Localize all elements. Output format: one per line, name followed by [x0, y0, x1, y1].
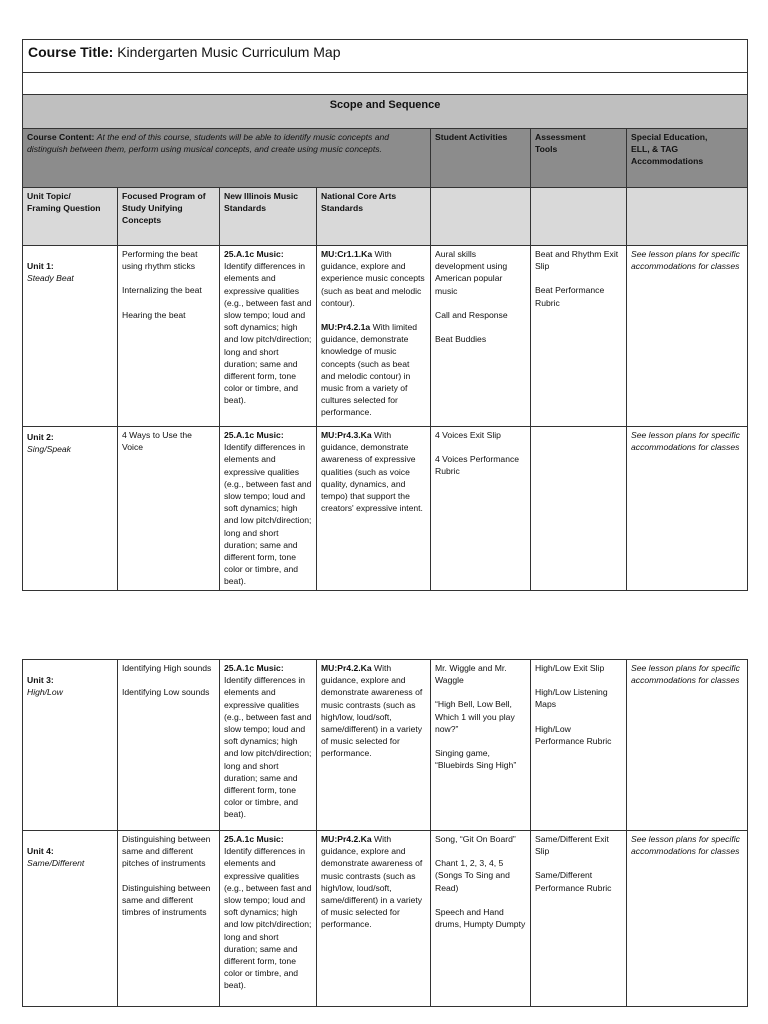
focus-cell	[118, 427, 220, 591]
accommodations-cell: See lesson plans for specific accommodations for classes	[627, 831, 748, 1007]
focus-item: Performing the beat using rhythm sticks	[122, 249, 198, 272]
course-title-label: Course Title:	[28, 44, 114, 60]
focused-line2: Study Unifying	[122, 203, 183, 214]
activity-item: Speech and Hand drums, Humpty Dumpty	[435, 906, 526, 930]
unit-row-4	[23, 831, 748, 1007]
national-code: MU:Pr4.2.Ka	[321, 834, 372, 844]
assessment-item: High/Low Listening Maps	[535, 687, 608, 710]
unit-topic-line2: Framing Question	[27, 203, 101, 214]
activity-item: Beat Buddies	[435, 334, 487, 345]
unit-topic-line1: Unit Topic/	[27, 191, 71, 201]
focused-line3: Concepts	[122, 215, 162, 226]
scope-heading: Scope and Sequence	[23, 95, 748, 129]
activity-item: Chant 1, 2, 3, 4, 5 (Songs To Sing and Read)	[435, 858, 510, 893]
empty-header-cell	[531, 188, 627, 246]
illinois-code: 25.A.1c Music:	[224, 430, 284, 440]
focus-cell	[118, 831, 220, 1007]
curriculum-table-page-1	[22, 39, 748, 591]
activities-cell	[431, 831, 531, 1007]
illinois-text: Identify differences in elements and expressive qualities (e.g., between fast and slow tempo; loud and soft dynamics; high and low pitch/direction; long and short duration; same and different form, tone color or timbre, and beat).	[224, 675, 312, 820]
illinois-text: Identify differences in elements and expressive qualities (e.g., between fast and slow tempo; loud and soft dynamics; high and low pitch/direction; long and short duration; same and different form, tone color or timbre, and beat).	[224, 442, 312, 587]
national-standards-header	[317, 188, 431, 246]
unit-label: Unit 2:	[27, 432, 54, 442]
focus-item: Distinguishing between same and different pitches of instruments	[122, 834, 211, 869]
accom-header-line2: ELL, & TAG	[631, 144, 679, 155]
unit-label: Unit 4:	[27, 846, 54, 856]
activity-item: Mr. Wiggle and Mr. Waggle	[435, 663, 507, 686]
assessment-item: Same/Different Exit Slip	[535, 834, 609, 857]
national-text: With guidance, explore and demonstrate awareness of music contrasts (such as high/low, loud/soft, same/different) in a variety of music selected for performance.	[321, 834, 423, 930]
assessment-cell	[531, 831, 627, 1007]
activities-cell	[431, 246, 531, 427]
national-code: MU:Pr4.2.1a	[321, 322, 371, 333]
empty-header-cell	[627, 188, 748, 246]
national-standard-cell	[317, 427, 431, 591]
illinois-text: Identify differences in elements and expressive qualities (e.g., between fast and slow tempo; loud and soft dynamics; high and low pitch/direction; long and short duration; same and different form, tone color or timbre, and beat).	[224, 261, 312, 406]
accommodations-cell: See lesson plans for specific accommodations for classes	[627, 660, 748, 831]
accom-header-line1: Special Education,	[631, 132, 708, 142]
activity-item: “High Bell, Low Bell, Which 1 will you play now?”	[435, 699, 515, 734]
unit-label-cell	[23, 831, 118, 1007]
unit-label-cell	[23, 246, 118, 427]
illinois-code: 25.A.1c Music:	[224, 249, 284, 259]
course-content-label: Course Content:	[27, 132, 95, 142]
assessment-item: Beat Performance Rubric	[535, 285, 605, 308]
national-line2: Standards	[321, 203, 364, 214]
activity-item: Aural skills development using American popular music	[435, 249, 508, 296]
unit-row-2	[23, 427, 748, 591]
assessment-cell	[531, 427, 627, 591]
activities-cell	[431, 427, 531, 591]
national-line1: National Core Arts	[321, 191, 397, 201]
assessment-header-line1: Assessment	[535, 132, 586, 142]
accommodations-header	[627, 129, 748, 188]
unit-topic: High/Low	[27, 687, 63, 698]
course-content-cell	[23, 129, 431, 188]
national-standard-cell	[317, 831, 431, 1007]
student-activities-header: Student Activities	[431, 129, 531, 188]
focused-program-header	[118, 188, 220, 246]
activities-cell	[431, 660, 531, 831]
national-code: MU:Pr4.3.Ka	[321, 430, 372, 440]
course-title-value: Kindergarten Music Curriculum Map	[117, 44, 341, 60]
course-title-cell	[23, 40, 748, 73]
focus-item: 4 Ways to Use the Voice	[122, 430, 192, 453]
assessment-cell	[531, 660, 627, 831]
national-standard-cell	[317, 246, 431, 427]
accom-header-line3: Accommodations	[631, 156, 704, 167]
national-text: With guidance, explore and demonstrate awareness of music contrasts (such as high/low, loud/soft, same/different) in a variety of music selected for performance.	[321, 663, 423, 759]
focus-item: Hearing the beat	[122, 309, 186, 320]
activity-item: Song, “Git On Board”	[435, 834, 516, 844]
national-text: With limited guidance, demonstrate knowledge of music concepts (such as beat and melodic contour) in music from a variety of cultures selected for performance.	[321, 322, 417, 418]
illinois-line1: New Illinois Music	[224, 191, 299, 201]
national-code: MU:Pr4.2.Ka	[321, 663, 372, 673]
focus-cell	[118, 660, 220, 831]
illinois-standard-cell	[220, 427, 317, 591]
assessment-cell	[531, 246, 627, 427]
illinois-standard-cell	[220, 660, 317, 831]
activity-item: 4 Voices Exit Slip	[435, 430, 501, 440]
illinois-text: Identify differences in elements and expressive qualities (e.g., between fast and slow tempo; loud and soft dynamics; high and low pitch/direction; long and short duration; same and different form, tone color or timbre, and beat).	[224, 846, 312, 991]
assessment-item: High/Low Exit Slip	[535, 663, 605, 673]
curriculum-table-page-2	[22, 659, 748, 1007]
illinois-standard-cell	[220, 246, 317, 427]
course-content-text: At the end of this course, students will be able to identify music concepts and distinguish between them, perform using musical concepts, and create using music concepts.	[27, 132, 390, 155]
national-standard-cell	[317, 660, 431, 831]
accommodations-cell: See lesson plans for specific accommodations for classes	[627, 427, 748, 591]
illinois-code: 25.A.1c Music:	[224, 663, 284, 673]
unit-label: Unit 3:	[27, 675, 54, 685]
unit-topic: Steady Beat	[27, 273, 74, 284]
assessment-tools-header	[531, 129, 627, 188]
unit-row-1	[23, 246, 748, 427]
assessment-item: Same/Different Performance Rubric	[535, 870, 612, 893]
unit-label-cell	[23, 660, 118, 831]
accommodations-cell: See lesson plans for specific accommodations for classes	[627, 246, 748, 427]
assessment-item: Beat and Rhythm Exit Slip	[535, 249, 619, 272]
blank-row	[23, 73, 748, 95]
focus-cell	[118, 246, 220, 427]
unit-row-3	[23, 660, 748, 831]
illinois-code: 25.A.1c Music:	[224, 834, 284, 844]
assessment-header-line2: Tools	[535, 144, 558, 155]
unit-topic: Sing/Speak	[27, 444, 71, 455]
activity-item: 4 Voices Performance Rubric	[435, 454, 520, 477]
illinois-standards-header	[220, 188, 317, 246]
focus-item: Internalizing the beat	[122, 285, 202, 296]
national-code: MU:Cr1.1.Ka	[321, 249, 373, 259]
assessment-item: High/Low Performance Rubric	[535, 723, 612, 746]
national-text: With guidance, demonstrate awareness of expressive qualities (such as voice quality, dynamics, and tempo) that support the creators' expressive intent.	[321, 430, 423, 514]
illinois-standard-cell	[220, 831, 317, 1007]
focus-item: Identifying High sounds	[122, 663, 212, 673]
national-text: With guidance, explore and experience music concepts (such as beat and melodic contour).	[321, 249, 425, 308]
unit-label: Unit 1:	[27, 261, 54, 271]
activity-item: Singing game, “Bluebirds Sing High”	[435, 748, 517, 771]
illinois-line2: Standards	[224, 203, 267, 214]
unit-topic-header	[23, 188, 118, 246]
activity-item: Call and Response	[435, 309, 508, 320]
unit-topic: Same/Different	[27, 858, 85, 869]
focus-item: Identifying Low sounds	[122, 687, 210, 698]
focused-line1: Focused Program of	[122, 191, 206, 201]
empty-header-cell	[431, 188, 531, 246]
focus-item: Distinguishing between same and different timbres of instruments	[122, 882, 211, 918]
unit-label-cell	[23, 427, 118, 591]
